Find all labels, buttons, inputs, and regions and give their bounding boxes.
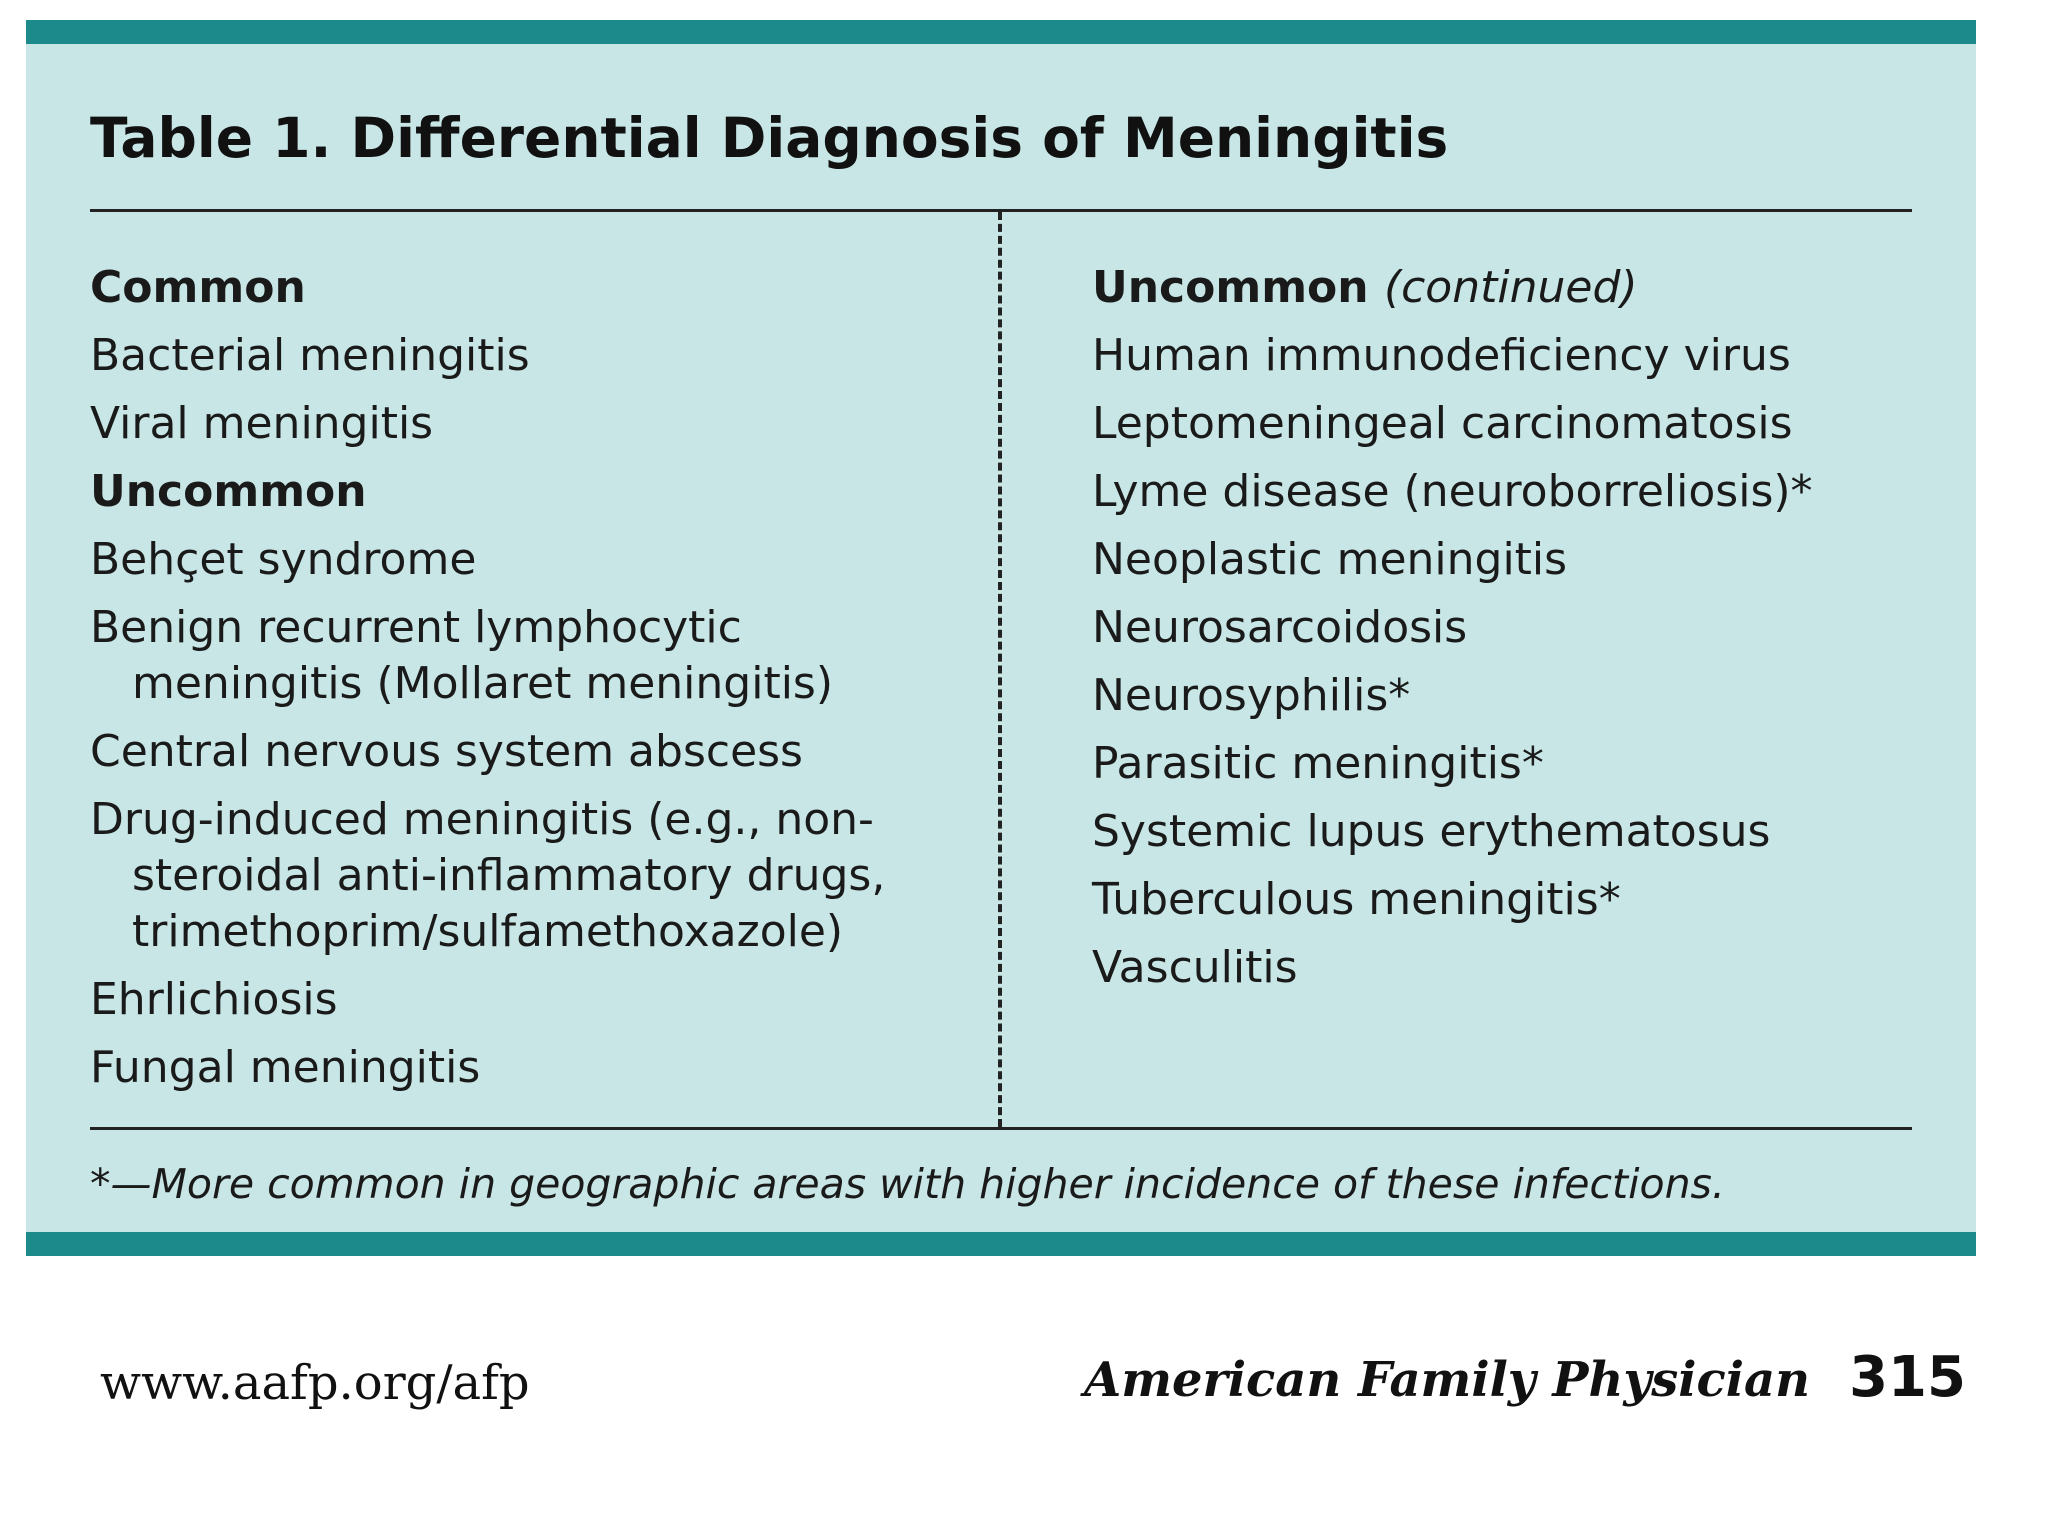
list-item: Bacterial meningitis [90,330,530,381]
bottom-rule [90,1127,1912,1130]
list-item: Neurosarcoidosis [1092,602,1468,653]
list-item: Neoplastic meningitis [1092,534,1568,585]
table-footnote: *—More common in geographic areas with higher incidence of these infections. [90,1160,1725,1208]
uncommon-heading-text: Uncommon [1092,262,1369,313]
left-column [90,254,970,1102]
list-item: Neurosyphilis* [1092,670,1411,721]
list-item: Vasculitis [1092,942,1298,993]
right-column [1092,254,1912,1002]
common-heading: Common [90,262,306,313]
page-number: 315 [1849,1345,1966,1410]
list-item: Ehrlichiosis [90,974,338,1025]
footer-url: www.aafp.org/afp [100,1355,530,1411]
list-item: Leptomeningeal carcinomatosis [1092,398,1793,449]
list-item: Lyme disease (neuroborreliosis)* [1092,466,1813,517]
continued-note: (continued) [1383,262,1638,313]
list-item: Drug-induced meningitis (e.g., non- steroidal anti-inflammatory drugs, trimethoprim/sulfamethoxazole) [90,794,886,957]
list-item: Human immunodeficiency virus [1092,330,1791,381]
list-item: Benign recurrent lymphocytic meningitis (Mollaret meningitis) [90,602,834,709]
list-item: Systemic lupus erythematosus [1092,806,1771,857]
list-item: Fungal meningitis [90,1042,481,1093]
list-item: Central nervous system abscess [90,726,803,777]
list-item: Tuberculous meningitis* [1092,874,1621,925]
table-title: Table 1. Differential Diagnosis of Meningitis [90,106,1449,170]
list-item: Parasitic meningitis* [1092,738,1544,789]
journal-name: American Family Physician [1083,1352,1810,1408]
footer-citation [1084,1345,1966,1410]
column-divider [998,212,1002,1127]
table-panel [26,20,1976,1256]
uncommon-heading: Uncommon [90,466,367,517]
uncommon-continued-heading [1092,254,1912,322]
list-item: Viral meningitis [90,398,434,449]
list-item: Behçet syndrome [90,534,477,585]
